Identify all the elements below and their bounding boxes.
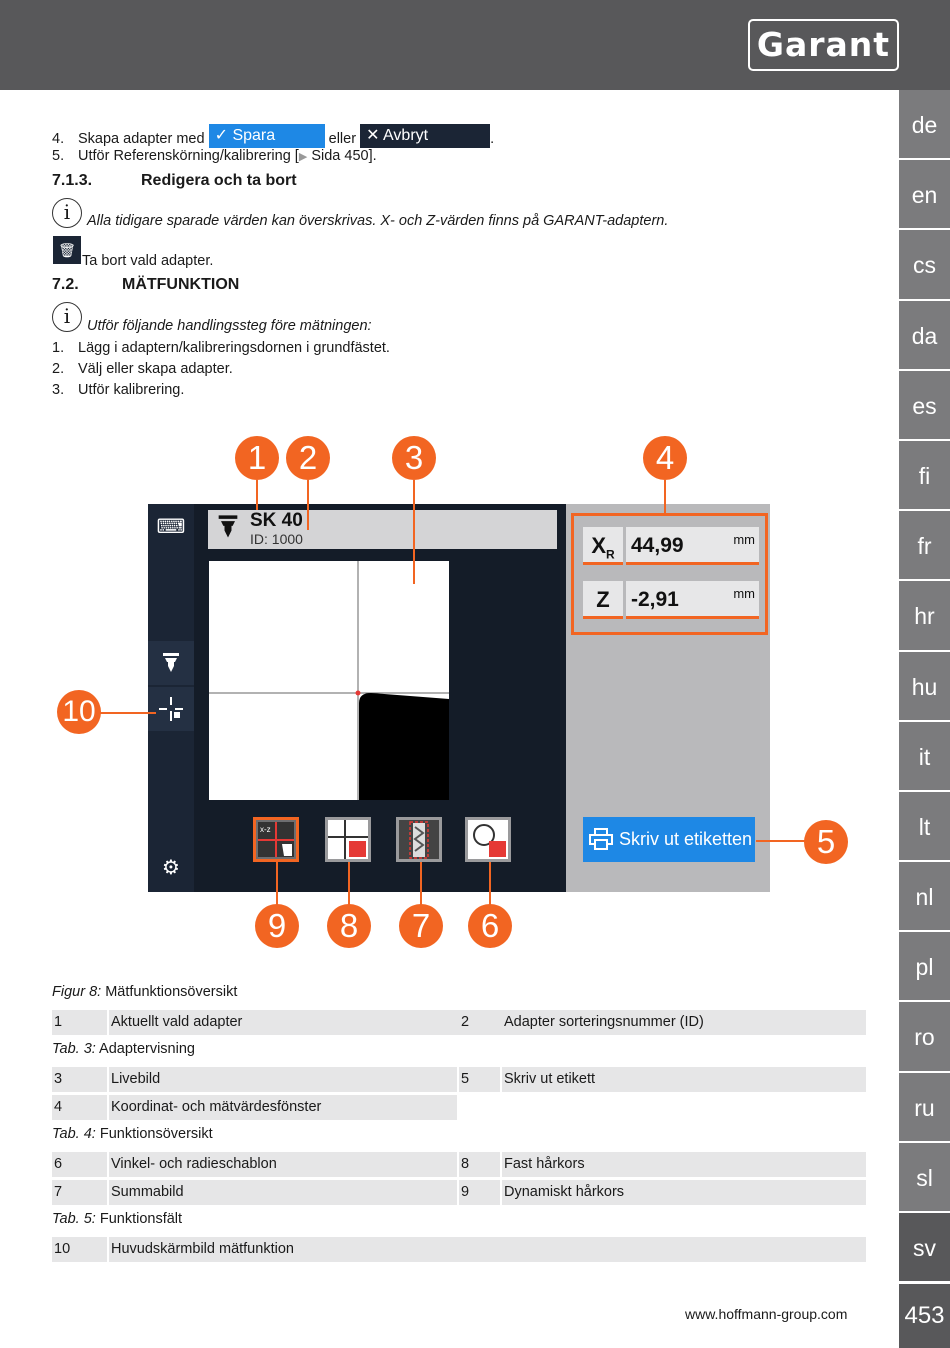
adapter-name: SK 40	[250, 510, 303, 531]
lang-tab-sv[interactable]: sv	[899, 1213, 950, 1283]
z-unit: mm	[733, 586, 755, 601]
keyboard-icon[interactable]: ⌨	[148, 505, 194, 549]
info-text-713: Alla tidigare sparade värden kan överskrivas. X- och Z-värden finns på GARANT-adaptern.	[87, 213, 669, 229]
table-caption: Tab. 4: Funktionsöversikt	[52, 1126, 213, 1142]
gear-icon[interactable]: ⚙	[148, 846, 194, 890]
info-icon: i	[52, 198, 82, 228]
lang-tab-cs[interactable]: cs	[899, 230, 950, 300]
table-caption: Tab. 3: Adaptervisning	[52, 1041, 195, 1057]
callout-line-2	[307, 480, 309, 530]
lang-tab-fi[interactable]: fi	[899, 441, 950, 511]
lang-tab-es[interactable]: es	[899, 371, 950, 441]
z-axis-label: Z	[583, 581, 623, 619]
play-arrow-icon: ▶	[298, 151, 308, 163]
x-value-field: 44,99 mm	[626, 527, 759, 565]
callout-line-5	[756, 840, 806, 842]
callout-line-1	[256, 480, 258, 510]
garant-logo: Garant	[748, 19, 899, 71]
table-row: 6 Vinkel- och radieschablon 8 Fast hårkors	[52, 1152, 866, 1177]
info-text-72: Utför följande handlingssteg före mätningen:	[87, 318, 372, 334]
callout-line-9	[276, 862, 278, 906]
dynamic-crosshair-button[interactable]	[253, 817, 299, 862]
callout-line-7	[420, 862, 422, 906]
adapter-id: ID: 1000	[250, 531, 303, 547]
table-row: 3 Livebild 5 Skriv ut etikett	[52, 1067, 866, 1092]
callout-10: 10	[57, 690, 101, 734]
callout-line-4	[664, 480, 666, 514]
page-number: 453	[899, 1284, 950, 1348]
language-tabs	[899, 90, 950, 1283]
adapter-type-glyph	[216, 513, 240, 541]
footer-url[interactable]: www.hoffmann-group.com	[685, 1306, 848, 1322]
fixed-crosshair-button[interactable]	[325, 817, 371, 862]
crosshair-icon[interactable]	[148, 687, 194, 731]
callout-9: 9	[255, 904, 299, 948]
callout-5: 5	[804, 820, 848, 864]
x-axis-label: $X_R$	[583, 527, 623, 565]
live-image	[209, 561, 449, 800]
table-caption: Tab. 5: Funktionsfält	[52, 1211, 183, 1227]
step-5: 5. Utför Referenskörning/kalibrering [▶ Sida 450].	[52, 148, 377, 164]
delete-text: Ta bort vald adapter.	[82, 253, 214, 269]
lang-tab-da[interactable]: da	[899, 301, 950, 371]
lang-tab-en[interactable]: en	[899, 160, 950, 230]
x-unit: mm	[733, 532, 755, 547]
list-item: 1. Lägg i adaptern/kalibreringsdornen i grundfästet.	[52, 340, 390, 356]
fixed-crosshair-glyph	[325, 817, 371, 862]
list-item: 3. Utför kalibrering.	[52, 382, 185, 398]
lang-tab-ru[interactable]: ru	[899, 1073, 950, 1143]
print-label-button[interactable]: Skriv ut etiketten	[583, 817, 755, 862]
lang-tab-fr[interactable]: fr	[899, 511, 950, 581]
callout-line-3	[413, 480, 415, 584]
lang-tab-hr[interactable]: hr	[899, 581, 950, 651]
tool-label: x-z	[260, 825, 271, 834]
callout-line-8	[348, 862, 350, 906]
info-icon: i	[52, 302, 82, 332]
section-heading-72: 7.2. MÄTFUNKTION	[52, 276, 240, 293]
lang-tab-de[interactable]: de	[899, 90, 950, 160]
lang-tab-hu[interactable]: hu	[899, 652, 950, 722]
printer-glyph	[589, 828, 613, 850]
callout-line-10	[100, 712, 156, 714]
callout-line-6	[489, 862, 491, 906]
lang-tab-pl[interactable]: pl	[899, 932, 950, 1002]
table-row: 4 Koordinat- och mätvärdesfönster	[52, 1095, 866, 1120]
list-item: 2. Välj eller skapa adapter.	[52, 361, 233, 377]
callout-7: 7	[399, 904, 443, 948]
summary-image-glyph	[396, 817, 442, 862]
callout-4: 4	[643, 436, 687, 480]
trash-icon: 🗑	[53, 236, 81, 264]
crosshair-glyph	[158, 696, 184, 722]
lang-tab-it[interactable]: it	[899, 722, 950, 792]
page-reference-link[interactable]: Sida 450].	[311, 148, 377, 164]
angle-radius-template-button[interactable]	[465, 817, 511, 862]
adapter-type-icon	[216, 513, 240, 548]
adapter-icon[interactable]	[148, 641, 194, 685]
callout-2: 2	[286, 436, 330, 480]
cancel-button[interactable]: ✕ Avbryt	[360, 124, 490, 148]
callout-8: 8	[327, 904, 371, 948]
section-heading-713: 7.1.3. Redigera och ta bort	[52, 172, 297, 189]
z-value-field: -2,91 mm	[626, 581, 759, 619]
adapter-glyph	[161, 651, 181, 675]
angle-radius-glyph	[465, 817, 511, 862]
save-button[interactable]: ✓ Spara	[209, 124, 325, 148]
table-row: 1 Aktuellt vald adapter 2 Adapter sorteringsnummer (ID)	[52, 1010, 866, 1035]
step-4: 4. Skapa adapter med ✓ Spara eller ✕ Avbryt .	[52, 127, 494, 151]
callout-1: 1	[235, 436, 279, 480]
printer-icon	[589, 817, 613, 865]
summary-image-button[interactable]	[396, 817, 442, 862]
callout-3: 3	[392, 436, 436, 480]
lang-tab-ro[interactable]: ro	[899, 1002, 950, 1072]
lang-tab-lt[interactable]: lt	[899, 792, 950, 862]
figure-caption: Figur 8: Mätfunktionsöversikt	[52, 984, 238, 1000]
lang-tab-sl[interactable]: sl	[899, 1143, 950, 1213]
live-image-drawing	[209, 561, 449, 800]
dynamic-crosshair-glyph	[256, 820, 296, 859]
table-row: 10 Huvudskärmbild mätfunktion	[52, 1237, 866, 1262]
table-row: 7 Summabild 9 Dynamiskt hårkors	[52, 1180, 866, 1205]
callout-6: 6	[468, 904, 512, 948]
lang-tab-nl[interactable]: nl	[899, 862, 950, 932]
